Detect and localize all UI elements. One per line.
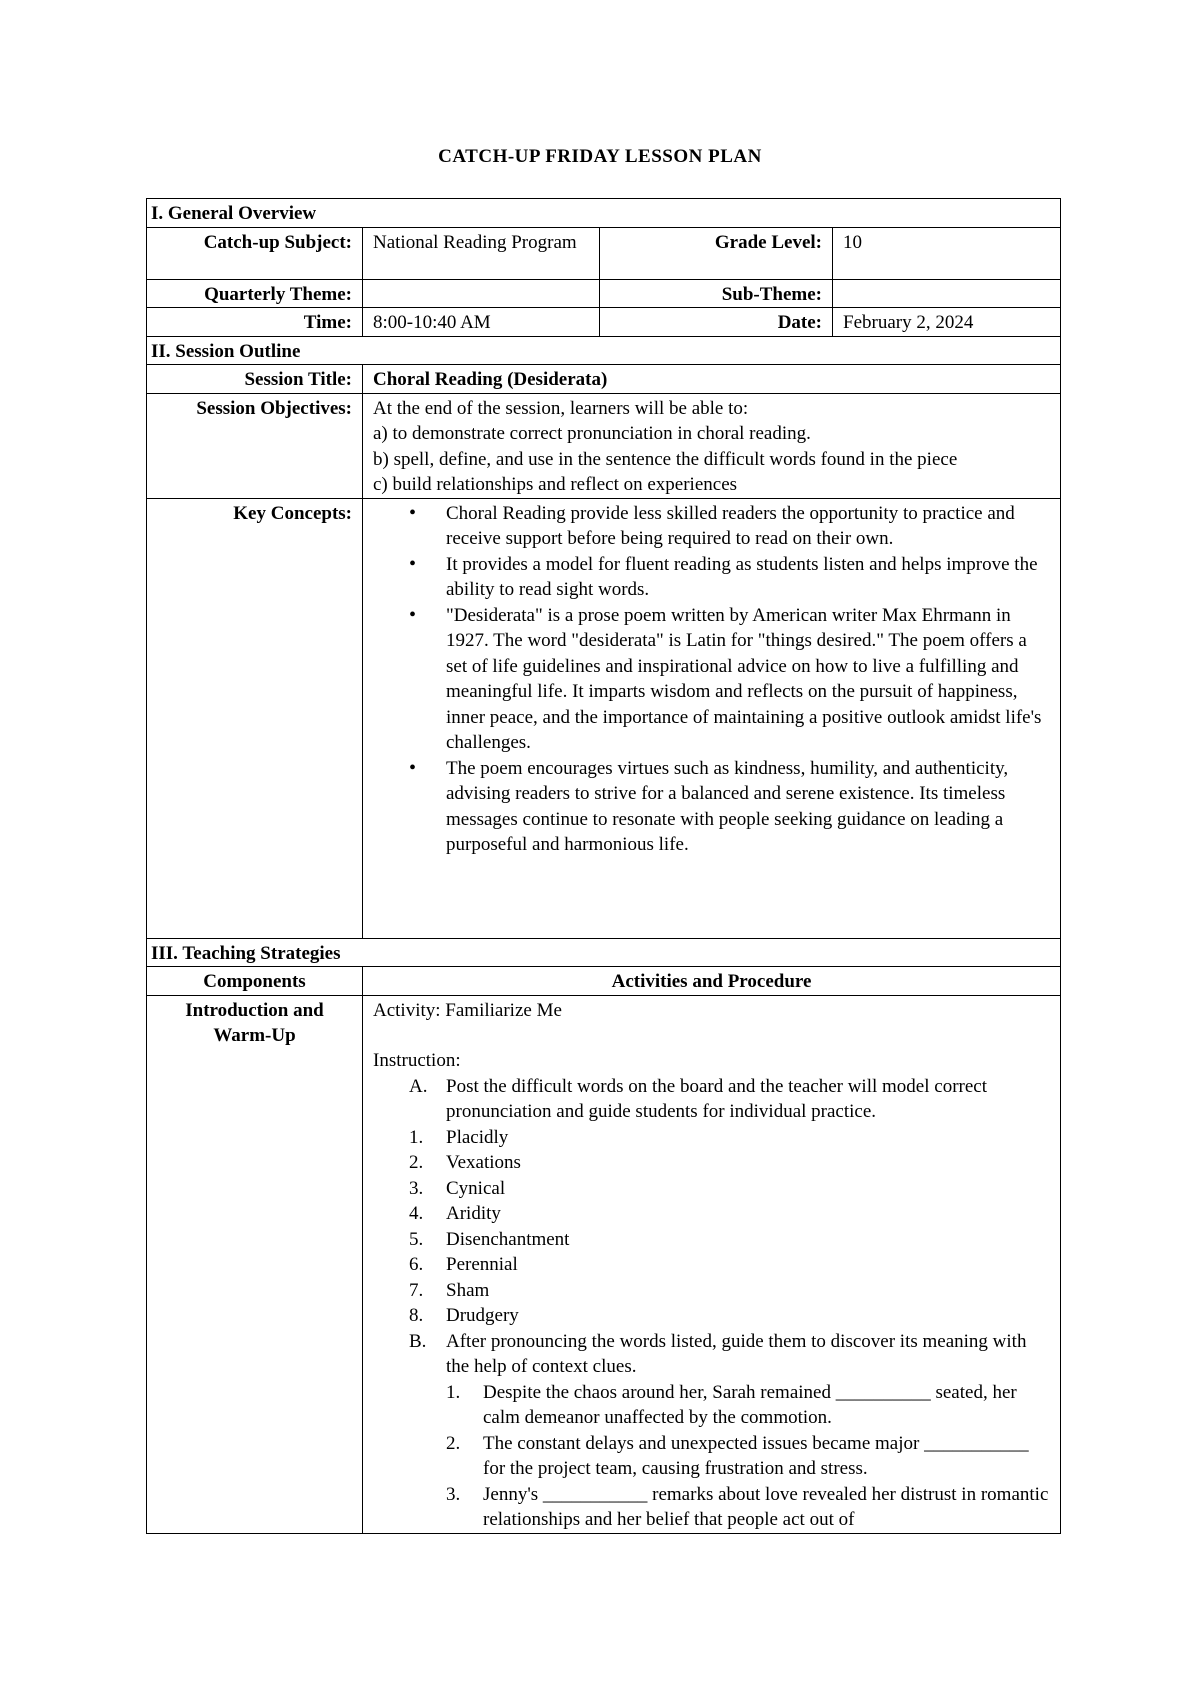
general-overview-row: [147, 199, 1061, 228]
components-header: Components: [147, 967, 363, 996]
grade-label: Grade Level:: [600, 227, 833, 279]
session-title-value: Choral Reading (Desiderata): [363, 365, 1061, 394]
objective-line: At the end of the session, learners will be able to:: [373, 397, 749, 419]
subtheme-label: Sub-Theme:: [600, 279, 833, 308]
word-text: Cynical: [446, 1177, 506, 1199]
intro-row: [147, 995, 1061, 1533]
sentence-number: 1.: [446, 1381, 461, 1403]
sentence-item: [373, 1482, 1050, 1533]
section-heading: I. General Overview: [147, 199, 1061, 228]
sentence-number: 2.: [446, 1432, 461, 1454]
activities-header: Activities and Procedure: [363, 967, 1061, 996]
theme-row: [147, 279, 1061, 308]
session-title-row: [147, 365, 1061, 394]
word-item: [373, 1252, 1050, 1278]
date-value: February 2, 2024: [833, 308, 1061, 337]
word-item: [373, 1201, 1050, 1227]
teaching-strategies-row: [147, 938, 1061, 967]
grade-value: 10: [833, 227, 1061, 279]
word-number: 6.: [409, 1254, 424, 1275]
key-concepts-row: [147, 498, 1061, 938]
concept-item: • It provides a model for fluent reading as students listen and helps improve the ability to read sight words.: [373, 552, 1050, 603]
word-text: Disenchantment: [446, 1228, 570, 1250]
intro-label: Introduction and Warm-Up: [147, 995, 363, 1533]
word-number: 2.: [409, 1152, 424, 1173]
sentence-text: Despite the chaos around her, Sarah remained __________ seated, her calm demeanor unaffected by the commotion.: [483, 1381, 1017, 1428]
theme-value: [363, 279, 600, 308]
word-number: 1.: [409, 1126, 424, 1148]
concepts-cell: [363, 498, 1061, 938]
concepts-list: [373, 501, 1050, 858]
session-title-label: Session Title:: [147, 365, 363, 394]
activity-title: Activity: Familiarize Me: [373, 999, 562, 1021]
theme-label: Quarterly Theme:: [147, 279, 363, 308]
time-row: [147, 308, 1061, 337]
word-text: Drudgery: [446, 1305, 519, 1326]
sentence-text: Jenny's ___________ remarks about love revealed her distrust in romantic relationships and her belief that people act out of: [483, 1483, 1049, 1530]
word-item: [373, 1227, 1050, 1253]
time-value: 8:00-10:40 AM: [363, 308, 600, 337]
lesson-plan-table: [146, 198, 1061, 1534]
word-text: Placidly: [446, 1126, 509, 1148]
sentence-item: [373, 1380, 1050, 1431]
word-text: Sham: [446, 1279, 490, 1301]
objective-line: b) spell, define, and use in the sentence the difficult words found in the piece: [373, 448, 958, 470]
step-b: [373, 1329, 1050, 1380]
word-text: Aridity: [446, 1203, 501, 1224]
objectives-label: Session Objectives:: [147, 393, 363, 498]
word-number: 3.: [409, 1177, 424, 1199]
subject-label: Catch-up Subject:: [147, 227, 363, 279]
time-label: Time:: [147, 308, 363, 337]
spacer: [373, 1023, 1050, 1048]
session-objectives-row: [147, 393, 1061, 498]
word-item: [373, 1150, 1050, 1176]
intro-cell: [363, 995, 1061, 1533]
sentence-number: 3.: [446, 1483, 461, 1505]
step-marker: B.: [409, 1330, 427, 1352]
section-heading: III. Teaching Strategies: [147, 938, 1061, 967]
objective-line: c) build relationships and reflect on experiences: [373, 474, 738, 495]
word-item: [373, 1125, 1050, 1151]
instruction-label: Instruction:: [373, 1050, 461, 1071]
word-number: 7.: [409, 1279, 424, 1301]
word-number: 4.: [409, 1203, 424, 1224]
step-text: Post the difficult words on the board and the teacher will model correct pronunciation and guide students for individual practice.: [446, 1075, 987, 1122]
date-label: Date:: [600, 308, 833, 337]
subject-value: National Reading Program: [363, 227, 600, 279]
concept-item: • Choral Reading provide less skilled readers the opportunity to practice and receive support before being required to read on their own.: [373, 501, 1050, 552]
objectives-cell: [363, 393, 1061, 498]
objective-line: a) to demonstrate correct pronunciation in choral reading.: [373, 423, 811, 444]
word-item: [373, 1278, 1050, 1304]
step-marker: A.: [409, 1075, 428, 1097]
word-number: 5.: [409, 1228, 424, 1250]
concept-item: • The poem encourages virtues such as kindness, humility, and authenticity, advising readers to strive for a balanced and serene existence. Its timeless messages continue to resonate with people seeking guidance on leading a purposeful and harmonious life.: [373, 756, 1050, 858]
word-item: [373, 1176, 1050, 1202]
concepts-label: Key Concepts:: [147, 498, 363, 938]
sentence-item: [373, 1431, 1050, 1482]
word-text: Perennial: [446, 1254, 518, 1275]
step-a: [373, 1074, 1050, 1125]
word-text: Vexations: [446, 1152, 521, 1173]
session-outline-row: [147, 336, 1061, 365]
subject-row: [147, 227, 1061, 279]
page-title: CATCH-UP FRIDAY LESSON PLAN: [438, 146, 762, 167]
section-heading: II. Session Outline: [147, 336, 1061, 365]
concept-item: • "Desiderata" is a prose poem written by American writer Max Ehrmann in 1927. The word "desiderata" is Latin for "things desired." The poem offers a set of life guidelines and inspirational advice on how to live a fulfilling and meaningful life. It imparts wisdom and reflects on the pursuit of happiness, inner peace, and the importance of maintaining a positive outlook amidst life's challenges.: [373, 603, 1050, 756]
word-number: 8.: [409, 1305, 424, 1326]
word-item: [373, 1303, 1050, 1329]
step-text: After pronouncing the words listed, guide them to discover its meaning with the help of context clues.: [446, 1330, 1027, 1377]
teaching-header-row: [147, 967, 1061, 996]
sentence-text: The constant delays and unexpected issues became major ___________ for the project team, causing frustration and stress.: [483, 1432, 1029, 1479]
subtheme-value: [833, 279, 1061, 308]
